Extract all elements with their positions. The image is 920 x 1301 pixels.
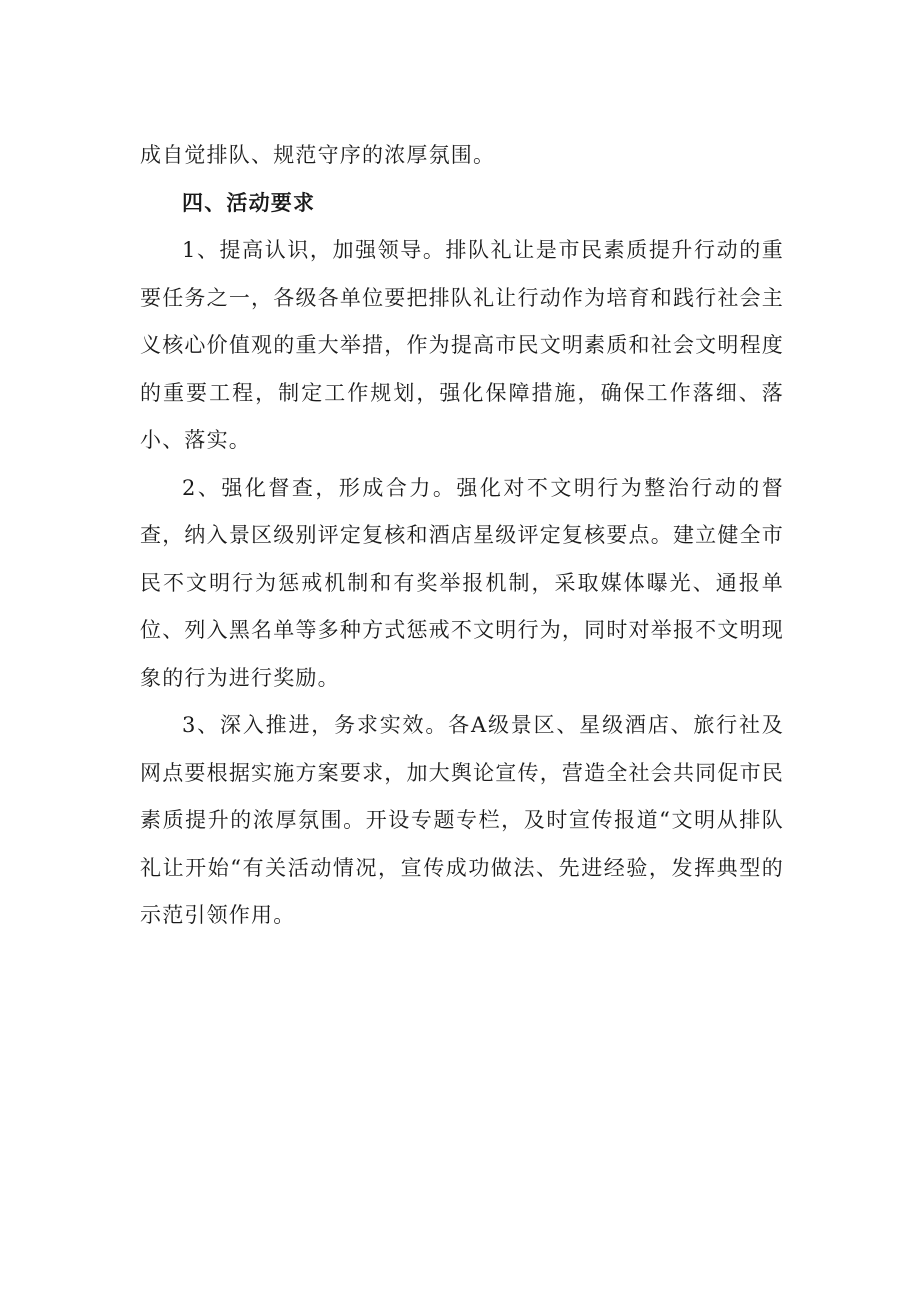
paragraph-requirement-2: 2、强化督查，形成合力。强化对不文明行为整治行动的督查，纳入景区级别评定复核和酒店星级评定复核要点。建立健全市民不文明行为惩戒机制和有奖举报机制，采取媒体曝光、通报单位、列入黑名单等多种方式惩戒不文明行为，同时对举报不文明现象的行为进行奖励。 xyxy=(140,475,784,690)
paragraph-requirement-3: 3、深入推进，务求实效。各A级景区、星级酒店、旅行社及网点要根据实施方案要求，加大舆论宣传，营造全社会共同促市民素质提升的浓厚氛围。开设专题专栏，及时宣传报道“文明从排队礼让开始“有关活动情况，宣传成功做法、先进经验，发挥典型的示范引领作用。 xyxy=(140,713,784,927)
section-heading: 四、活动要求 xyxy=(182,190,316,215)
paragraph-continuation: 成自觉排队、规范守序的浓厚氛围。 xyxy=(140,143,496,167)
paragraph-requirement-1: 1、提高认识，加强领导。排队礼让是市民素质提升行动的重要任务之一，各级各单位要把排队礼让行动作为培育和践行社会主义核心价值观的重大举措，作为提高市民文明素质和社会文明程度的重要工程，制定工作规划，强化保障措施，确保工作落细、落小、落实。 xyxy=(140,238,784,452)
document-body xyxy=(140,132,784,940)
